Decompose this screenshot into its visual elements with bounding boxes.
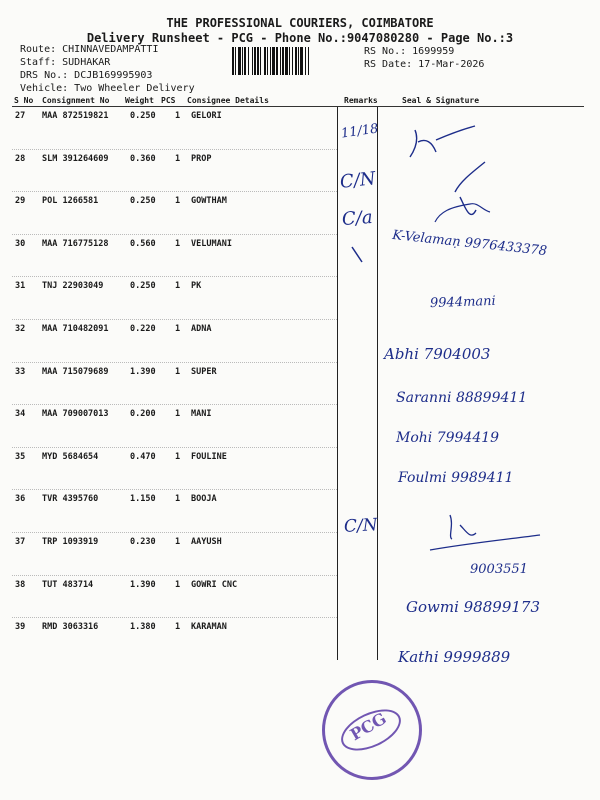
row-consignment-no: RMD 3063316 (42, 622, 99, 633)
row-consignment-no: MAA 716775128 (42, 238, 109, 249)
barcode-bar (292, 47, 293, 75)
row-consignee: BOOJA (191, 494, 217, 505)
row-pcs: 1 (175, 153, 181, 164)
col-remarks: Remarks (344, 96, 378, 105)
vehicle-label: Vehicle: Two Wheeler Delivery (20, 83, 195, 94)
barcode-bar (254, 47, 256, 75)
rs-date: RS Date: 17-Mar-2026 (364, 59, 485, 70)
row-pcs: 1 (175, 409, 181, 420)
row-sno: 28 (15, 153, 26, 164)
row-sno: 36 (15, 494, 26, 505)
barcode-bar (272, 47, 275, 75)
row-consignment-no: MAA 709007013 (42, 409, 109, 420)
barcode-bar (285, 47, 288, 75)
row-consignee: MANI (191, 409, 212, 420)
row-pcs: 1 (175, 111, 181, 121)
row-weight: 1.390 (130, 366, 156, 377)
row-weight: 0.220 (130, 324, 156, 334)
runsheet-subtitle: Delivery Runsheet - PCG - Phone No.:9047080280 - Page No.:3 (86, 31, 514, 45)
barcode-bar (300, 47, 303, 75)
row-pcs: 1 (175, 238, 181, 249)
row-separator (12, 447, 337, 448)
barcode-bar (257, 47, 259, 75)
signature-row-32: Abhi 7904003 (384, 345, 491, 363)
signature-row-34: Mohi 7994419 (396, 430, 500, 446)
row-separator (12, 575, 337, 576)
row-consignee: FOULINE (191, 451, 227, 462)
remarks-divider-left (337, 107, 338, 660)
row-separator (12, 319, 337, 320)
row-weight: 1.150 (130, 494, 156, 505)
row-consignee: KARAMAN (191, 622, 227, 633)
row-consignee: GELORI (191, 111, 222, 121)
row-pcs: 1 (175, 196, 181, 207)
row-consignment-no: MAA 710482091 (42, 324, 109, 334)
barcode-bar (232, 47, 234, 75)
barcode-bar (235, 47, 236, 75)
row-consignment-no: MYD 5684654 (42, 451, 99, 462)
row-weight: 0.250 (130, 281, 156, 292)
row-pcs: 1 (175, 494, 181, 505)
row-consignment-no: SLM 391264609 (42, 153, 109, 164)
barcode-bar (270, 47, 271, 75)
remark-row-36: C/N (343, 515, 379, 537)
row-pcs: 1 (175, 537, 181, 547)
row-consignee: VELUMANI (191, 238, 232, 249)
row-consignment-no: MAA 872519821 (42, 111, 109, 121)
row-sno: 34 (15, 409, 26, 420)
barcode-bar (308, 47, 309, 75)
company-title: THE PROFESSIONAL COURIERS, COIMBATORE (166, 16, 434, 30)
row-consignee: GOWRI CNC (191, 579, 238, 590)
row-sno: 31 (15, 281, 26, 292)
barcode-bar (252, 47, 253, 75)
barcode-bar (242, 47, 243, 75)
barcode-bar (282, 47, 284, 75)
drs-number: DRS No.: DCJB169995903 (20, 70, 153, 81)
stamp-text: PCG (346, 708, 390, 745)
signature-row-35: Foulmi 9989411 (398, 470, 514, 486)
row-weight: 0.250 (130, 196, 156, 207)
barcode-bar (295, 47, 297, 75)
signature-row-31: 9944mani (429, 293, 496, 312)
row-sno: 39 (15, 622, 26, 633)
row-consignee: SUPER (191, 366, 217, 377)
col-consignment: Consignment No (42, 96, 110, 105)
col-weight: Weight (125, 96, 154, 105)
row-consignment-no: TNJ 22903049 (42, 281, 104, 292)
barcode-bar (248, 47, 249, 75)
row-consignee: PROP (191, 153, 212, 164)
barcode-bar (280, 47, 281, 75)
row-consignment-no: TRP 1093919 (42, 537, 99, 547)
row-separator (12, 617, 337, 618)
row-pcs: 1 (175, 366, 181, 377)
row-separator (12, 191, 337, 192)
col-consignee: Consignee Details (187, 96, 269, 105)
signature-scribbles (340, 112, 590, 312)
signature-row-38: Gowmi 98899173 (406, 598, 540, 616)
barcode-bar (305, 47, 306, 75)
row-weight: 1.390 (130, 579, 156, 590)
row-sno: 38 (15, 579, 26, 590)
header-rule (12, 106, 584, 107)
row-sno: 35 (15, 451, 26, 462)
remark-row-29: C/a (341, 206, 374, 231)
row-consignee: AAYUSH (191, 537, 222, 547)
row-pcs: 1 (175, 622, 181, 633)
barcode-bar (260, 47, 261, 75)
row-separator (12, 276, 337, 277)
barcode (232, 47, 358, 75)
signature-row-39: Kathi 9999889 (398, 648, 511, 666)
row-separator (12, 532, 337, 533)
barcode-bar (298, 47, 299, 75)
row-separator (12, 362, 337, 363)
row-weight: 0.470 (130, 451, 156, 462)
barcode-bar (267, 47, 268, 75)
row-separator (12, 404, 337, 405)
barcode-bar (238, 47, 241, 75)
row-pcs: 1 (175, 281, 181, 292)
barcode-bar (276, 47, 278, 75)
remark-row-27: 11/18 (340, 121, 380, 142)
row-pcs: 1 (175, 579, 181, 590)
row-separator (12, 149, 337, 150)
row-consignee: GOWTHAM (191, 196, 227, 207)
row-weight: 0.360 (130, 153, 156, 164)
col-pcs: PCS (161, 96, 176, 105)
row-weight: 0.560 (130, 238, 156, 249)
staff-label: Staff: SUDHAKAR (20, 57, 111, 68)
row-separator (12, 234, 337, 235)
row-weight: 1.380 (130, 622, 156, 633)
row-weight: 0.250 (130, 111, 156, 121)
row-consignee: PK (191, 281, 202, 292)
col-sno: S No (14, 96, 34, 105)
route-label: Route: CHINNAVEDAMPATTI (20, 44, 159, 55)
row-weight: 0.200 (130, 409, 156, 420)
row-pcs: 1 (175, 451, 181, 462)
barcode-bar (289, 47, 290, 75)
col-seal-signature: Seal & Signature (402, 96, 480, 105)
row-consignment-no: POL 1266581 (42, 196, 99, 207)
row-sno: 29 (15, 196, 26, 207)
barcode-bar (264, 47, 266, 75)
row-pcs: 1 (175, 324, 181, 334)
rs-number: RS No.: 1699959 (364, 46, 455, 57)
signature-row-30: K-Velamaṇ 9976433378 (391, 227, 548, 260)
row-sno: 30 (15, 238, 26, 249)
row-weight: 0.230 (130, 537, 156, 547)
row-sno: 33 (15, 366, 26, 377)
row-sno: 37 (15, 537, 26, 547)
row-separator (12, 489, 337, 490)
row-consignment-no: TVR 4395760 (42, 494, 99, 505)
barcode-bar (244, 47, 246, 75)
signature-row-33: Saranni 88899411 (396, 390, 528, 406)
row-consignment-no: MAA 715079689 (42, 366, 109, 377)
signature-row-37: 9003551 (470, 562, 528, 577)
row-consignee: ADNA (191, 324, 212, 334)
row-sno: 32 (15, 324, 26, 334)
pcg-stamp (322, 680, 422, 780)
remark-row-28: C/N (338, 168, 377, 193)
row-consignment-no: TUT 483714 (42, 579, 94, 590)
row-sno: 27 (15, 111, 26, 121)
